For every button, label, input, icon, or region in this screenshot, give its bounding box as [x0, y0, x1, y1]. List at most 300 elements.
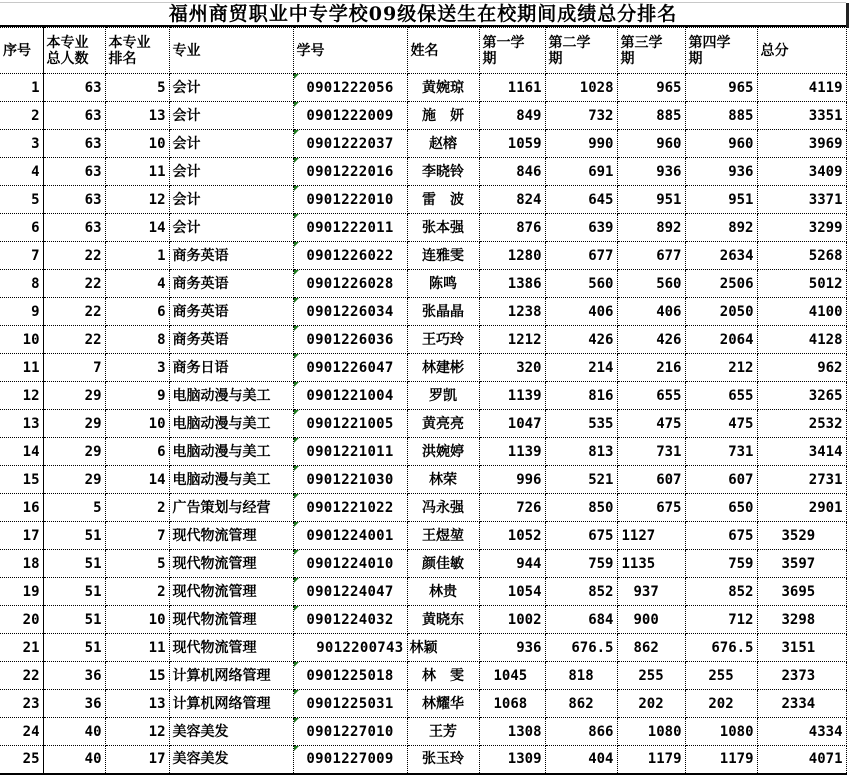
text-number-marker-icon	[294, 746, 299, 751]
cell-name[interactable]: 王芳	[407, 718, 479, 746]
cell-seq[interactable]: 5	[0, 186, 43, 214]
cell-term1[interactable]: 1068	[479, 690, 545, 718]
cell-student-id[interactable]	[293, 522, 407, 550]
cell-term4[interactable]: 731	[685, 438, 757, 466]
cell-seq[interactable]: 6	[0, 214, 43, 242]
cell-major-total[interactable]: 63	[43, 186, 105, 214]
cell-term2[interactable]: 691	[545, 158, 617, 186]
cell-major[interactable]: 商务日语	[169, 354, 293, 382]
cell-term1[interactable]: 1059	[479, 130, 545, 158]
cell-term1[interactable]: 1238	[479, 298, 545, 326]
cell-term3[interactable]: 885	[617, 102, 685, 130]
cell-term2[interactable]: 535	[545, 410, 617, 438]
cell-term1[interactable]: 1002	[479, 606, 545, 634]
cell-major-rank[interactable]: 14	[105, 214, 169, 242]
cell-term4[interactable]: 960	[685, 130, 757, 158]
cell-term4[interactable]: 655	[685, 382, 757, 410]
cell-term3[interactable]: 1179	[617, 746, 685, 774]
cell-major-total[interactable]: 51	[43, 578, 105, 606]
header-term3[interactable]: 第三学 期	[617, 28, 685, 74]
text-number-marker-icon	[294, 438, 299, 443]
header-term2[interactable]: 第二学 期	[545, 28, 617, 74]
cell-total[interactable]: 3409	[757, 158, 846, 186]
cell-student-id[interactable]	[293, 158, 407, 186]
cell-seq[interactable]: 11	[0, 354, 43, 382]
cell-major-total[interactable]: 29	[43, 438, 105, 466]
cell-name[interactable]: 黄晓东	[407, 606, 479, 634]
cell-term1[interactable]: 1139	[479, 382, 545, 410]
cell-term4[interactable]: 951	[685, 186, 757, 214]
header-name[interactable]: 姓名	[407, 28, 479, 74]
cell-major-total[interactable]: 63	[43, 74, 105, 102]
cell-term4[interactable]: 759	[685, 550, 757, 578]
cell-term2[interactable]: 676.5	[545, 634, 617, 662]
student-id-text: 0901221011	[306, 443, 394, 460]
cell-term3[interactable]: 675	[617, 494, 685, 522]
cell-total[interactable]: 3529	[757, 522, 846, 550]
table-row	[0, 270, 846, 298]
cell-major[interactable]: 现代物流管理	[169, 550, 293, 578]
cell-major-total[interactable]: 51	[43, 634, 105, 662]
cell-student-id[interactable]	[293, 270, 407, 298]
cell-term4[interactable]: 607	[685, 466, 757, 494]
cell-name[interactable]: 张本强	[407, 214, 479, 242]
cell-major[interactable]: 现代物流管理	[169, 634, 293, 662]
cell-total[interactable]: 2901	[757, 494, 846, 522]
cell-major-rank[interactable]: 7	[105, 522, 169, 550]
cell-seq[interactable]: 25	[0, 746, 43, 774]
cell-major-total[interactable]: 36	[43, 690, 105, 718]
cell-major-rank[interactable]: 10	[105, 410, 169, 438]
cell-major[interactable]: 电脑动漫与美工	[169, 466, 293, 494]
header-student-id[interactable]: 学号	[293, 28, 407, 74]
cell-seq[interactable]: 12	[0, 382, 43, 410]
cell-student-id[interactable]	[293, 466, 407, 494]
cell-student-id[interactable]	[293, 578, 407, 606]
cell-total[interactable]: 4334	[757, 718, 846, 746]
cell-term2[interactable]: 818	[545, 662, 617, 690]
cell-seq[interactable]: 14	[0, 438, 43, 466]
cell-student-id[interactable]	[293, 438, 407, 466]
cell-major-rank[interactable]: 13	[105, 102, 169, 130]
cell-student-id[interactable]	[293, 130, 407, 158]
cell-term1[interactable]: 1212	[479, 326, 545, 354]
cell-total[interactable]: 3414	[757, 438, 846, 466]
cell-major-rank[interactable]: 12	[105, 186, 169, 214]
cell-term3[interactable]: 862	[617, 634, 685, 662]
cell-term3[interactable]: 255	[617, 662, 685, 690]
cell-term1[interactable]: 824	[479, 186, 545, 214]
cell-name[interactable]: 王巧玲	[407, 326, 479, 354]
cell-term3[interactable]: 560	[617, 270, 685, 298]
cell-student-id[interactable]	[293, 102, 407, 130]
cell-term2[interactable]: 850	[545, 494, 617, 522]
cell-term4[interactable]: 2050	[685, 298, 757, 326]
student-id-text: 0901224001	[306, 527, 394, 544]
cell-term1[interactable]: 849	[479, 102, 545, 130]
cell-student-id[interactable]	[293, 662, 407, 690]
cell-student-id[interactable]	[293, 74, 407, 102]
cell-student-id[interactable]	[293, 382, 407, 410]
cell-major-total[interactable]: 51	[43, 522, 105, 550]
cell-major-rank[interactable]: 14	[105, 466, 169, 494]
cell-seq[interactable]: 8	[0, 270, 43, 298]
cell-term4[interactable]: 852	[685, 578, 757, 606]
cell-major-rank[interactable]: 12	[105, 718, 169, 746]
cell-name[interactable]: 黄婉琼	[407, 74, 479, 102]
cell-major-rank[interactable]: 17	[105, 746, 169, 774]
cell-major[interactable]: 美容美发	[169, 746, 293, 774]
cell-term2[interactable]: 521	[545, 466, 617, 494]
cell-total[interactable]: 3351	[757, 102, 846, 130]
cell-term3[interactable]: 426	[617, 326, 685, 354]
cell-major-rank[interactable]: 3	[105, 354, 169, 382]
cell-total[interactable]: 4100	[757, 298, 846, 326]
cell-major-total[interactable]: 40	[43, 746, 105, 774]
cell-term1[interactable]: 944	[479, 550, 545, 578]
cell-term1[interactable]: 1054	[479, 578, 545, 606]
cell-term1[interactable]: 936	[479, 634, 545, 662]
cell-student-id[interactable]	[293, 186, 407, 214]
cell-term3[interactable]: 677	[617, 242, 685, 270]
cell-student-id[interactable]	[293, 606, 407, 634]
cell-term3[interactable]: 936	[617, 158, 685, 186]
cell-name[interactable]: 雷 波	[407, 186, 479, 214]
cell-seq[interactable]: 18	[0, 550, 43, 578]
cell-total[interactable]: 3151	[757, 634, 846, 662]
cell-term2[interactable]: 677	[545, 242, 617, 270]
cell-student-id[interactable]	[293, 298, 407, 326]
cell-major[interactable]: 会计	[169, 102, 293, 130]
cell-seq[interactable]: 24	[0, 718, 43, 746]
cell-major[interactable]: 美容美发	[169, 718, 293, 746]
student-id-text: 0901225031	[306, 695, 394, 712]
cell-major-rank[interactable]: 11	[105, 158, 169, 186]
cell-term4[interactable]: 965	[685, 74, 757, 102]
cell-term3[interactable]: 900	[617, 606, 685, 634]
header-term1[interactable]: 第一学 期	[479, 28, 545, 74]
cell-term4[interactable]: 936	[685, 158, 757, 186]
cell-major-total[interactable]: 63	[43, 102, 105, 130]
cell-term2[interactable]: 675	[545, 522, 617, 550]
cell-name[interactable]: 林耀华	[407, 690, 479, 718]
cell-major-total[interactable]: 29	[43, 410, 105, 438]
cell-name[interactable]: 张玉玲	[407, 746, 479, 774]
header-term4[interactable]: 第四学 期	[685, 28, 757, 74]
table-row	[0, 410, 846, 438]
cell-term2[interactable]: 866	[545, 718, 617, 746]
text-number-marker-icon	[294, 270, 299, 275]
cell-student-id[interactable]	[293, 214, 407, 242]
cell-term3[interactable]: 607	[617, 466, 685, 494]
cell-seq[interactable]: 1	[0, 74, 43, 102]
cell-name[interactable]: 林颖	[407, 634, 479, 662]
cell-term2[interactable]: 759	[545, 550, 617, 578]
cell-term3[interactable]: 1135	[617, 550, 685, 578]
header-seq[interactable]: 序号	[0, 28, 43, 74]
title-row[interactable]	[0, 2, 846, 27]
cell-term4[interactable]: 475	[685, 410, 757, 438]
cell-student-id[interactable]	[293, 634, 407, 662]
cell-student-id[interactable]	[293, 326, 407, 354]
cell-student-id[interactable]	[293, 718, 407, 746]
cell-total[interactable]: 5012	[757, 270, 846, 298]
cell-seq[interactable]: 22	[0, 662, 43, 690]
cell-total[interactable]: 3695	[757, 578, 846, 606]
cell-term4[interactable]: 650	[685, 494, 757, 522]
cell-seq[interactable]: 2	[0, 102, 43, 130]
cell-name[interactable]: 王煜堃	[407, 522, 479, 550]
cell-major-total[interactable]: 7	[43, 354, 105, 382]
cell-term1[interactable]: 1309	[479, 746, 545, 774]
cell-major-rank[interactable]: 10	[105, 606, 169, 634]
cell-term1[interactable]: 1139	[479, 438, 545, 466]
cell-total[interactable]: 4128	[757, 326, 846, 354]
cell-term3[interactable]: 406	[617, 298, 685, 326]
cell-term3[interactable]: 1127	[617, 522, 685, 550]
cell-term4[interactable]: 676.5	[685, 634, 757, 662]
cell-major-total[interactable]: 63	[43, 130, 105, 158]
cell-term2[interactable]: 684	[545, 606, 617, 634]
cell-term2[interactable]: 732	[545, 102, 617, 130]
cell-name[interactable]: 林贵	[407, 578, 479, 606]
cell-term1[interactable]: 320	[479, 354, 545, 382]
header-total[interactable]: 总分	[757, 28, 846, 74]
cell-term1[interactable]: 1047	[479, 410, 545, 438]
cell-major-total[interactable]: 63	[43, 214, 105, 242]
cell-name[interactable]: 颜佳敏	[407, 550, 479, 578]
cell-name[interactable]: 罗凯	[407, 382, 479, 410]
cell-total[interactable]: 2731	[757, 466, 846, 494]
cell-major[interactable]: 会计	[169, 130, 293, 158]
cell-total[interactable]: 5268	[757, 242, 846, 270]
cell-seq[interactable]: 9	[0, 298, 43, 326]
cell-student-id[interactable]	[293, 242, 407, 270]
cell-major-rank[interactable]: 13	[105, 690, 169, 718]
cell-seq[interactable]: 4	[0, 158, 43, 186]
cell-seq[interactable]: 13	[0, 410, 43, 438]
cell-term2[interactable]: 862	[545, 690, 617, 718]
cell-major[interactable]: 会计	[169, 74, 293, 102]
cell-term3[interactable]: 202	[617, 690, 685, 718]
cell-major[interactable]: 计算机网络管理	[169, 690, 293, 718]
cell-term1[interactable]: 1308	[479, 718, 545, 746]
cell-major-total[interactable]: 5	[43, 494, 105, 522]
cell-seq[interactable]: 19	[0, 578, 43, 606]
cell-term4[interactable]: 675	[685, 522, 757, 550]
cell-term1[interactable]: 996	[479, 466, 545, 494]
cell-major[interactable]: 电脑动漫与美工	[169, 410, 293, 438]
cell-total[interactable]: 4119	[757, 74, 846, 102]
cell-term3[interactable]: 475	[617, 410, 685, 438]
cell-term2[interactable]: 639	[545, 214, 617, 242]
cell-name[interactable]: 林荣	[407, 466, 479, 494]
cell-name[interactable]: 李晓铃	[407, 158, 479, 186]
cell-major-rank[interactable]: 5	[105, 550, 169, 578]
cell-major-total[interactable]: 22	[43, 326, 105, 354]
cell-major[interactable]: 计算机网络管理	[169, 662, 293, 690]
cell-name[interactable]: 林建彬	[407, 354, 479, 382]
cell-major[interactable]: 现代物流管理	[169, 578, 293, 606]
cell-name[interactable]: 冯永强	[407, 494, 479, 522]
cell-seq[interactable]: 21	[0, 634, 43, 662]
cell-term4[interactable]: 2506	[685, 270, 757, 298]
cell-student-id[interactable]	[293, 746, 407, 774]
cell-term4[interactable]: 2064	[685, 326, 757, 354]
cell-term3[interactable]: 960	[617, 130, 685, 158]
cell-term4[interactable]: 212	[685, 354, 757, 382]
cell-major-rank[interactable]: 15	[105, 662, 169, 690]
cell-major-rank[interactable]: 2	[105, 578, 169, 606]
cell-major[interactable]: 商务英语	[169, 270, 293, 298]
cell-term3[interactable]: 655	[617, 382, 685, 410]
cell-name[interactable]: 连雅雯	[407, 242, 479, 270]
cell-total[interactable]: 3299	[757, 214, 846, 242]
cell-major-rank[interactable]: 5	[105, 74, 169, 102]
cell-term4[interactable]: 1179	[685, 746, 757, 774]
cell-major-total[interactable]: 22	[43, 242, 105, 270]
cell-major-rank[interactable]: 2	[105, 494, 169, 522]
cell-term3[interactable]: 731	[617, 438, 685, 466]
cell-seq[interactable]: 23	[0, 690, 43, 718]
table-row	[0, 746, 846, 774]
cell-term4[interactable]: 255	[685, 662, 757, 690]
cell-major-total[interactable]: 51	[43, 550, 105, 578]
cell-major[interactable]: 现代物流管理	[169, 606, 293, 634]
cell-name[interactable]: 林 雯	[407, 662, 479, 690]
cell-seq[interactable]: 17	[0, 522, 43, 550]
cell-major-total[interactable]: 51	[43, 606, 105, 634]
cell-major-rank[interactable]: 9	[105, 382, 169, 410]
cell-total[interactable]: 4071	[757, 746, 846, 774]
cell-term2[interactable]: 852	[545, 578, 617, 606]
cell-total[interactable]: 962	[757, 354, 846, 382]
cell-major[interactable]: 商务英语	[169, 326, 293, 354]
cell-major-rank[interactable]: 8	[105, 326, 169, 354]
cell-major-rank[interactable]: 11	[105, 634, 169, 662]
cell-major-rank[interactable]: 4	[105, 270, 169, 298]
cell-term2[interactable]: 214	[545, 354, 617, 382]
header-major-total[interactable]: 本专业 总人数	[43, 28, 105, 74]
table-row	[0, 382, 846, 410]
cell-major-total[interactable]: 22	[43, 270, 105, 298]
table-row	[0, 718, 846, 746]
cell-term2[interactable]: 404	[545, 746, 617, 774]
cell-term2[interactable]: 426	[545, 326, 617, 354]
cell-term4[interactable]: 1080	[685, 718, 757, 746]
cell-total[interactable]: 3298	[757, 606, 846, 634]
cell-term3[interactable]: 937	[617, 578, 685, 606]
cell-term2[interactable]: 816	[545, 382, 617, 410]
cell-name[interactable]: 赵榕	[407, 130, 479, 158]
cell-seq[interactable]: 10	[0, 326, 43, 354]
cell-name[interactable]: 张晶晶	[407, 298, 479, 326]
cell-term1[interactable]: 726	[479, 494, 545, 522]
cell-term1[interactable]: 1386	[479, 270, 545, 298]
cell-term3[interactable]: 951	[617, 186, 685, 214]
cell-term1[interactable]: 1280	[479, 242, 545, 270]
cell-name[interactable]: 施 妍	[407, 102, 479, 130]
cell-major-rank[interactable]: 6	[105, 298, 169, 326]
cell-major[interactable]: 电脑动漫与美工	[169, 382, 293, 410]
cell-term1[interactable]: 1052	[479, 522, 545, 550]
cell-term3[interactable]: 1080	[617, 718, 685, 746]
cell-major-total[interactable]: 36	[43, 662, 105, 690]
cell-major[interactable]: 广告策划与经营	[169, 494, 293, 522]
cell-term2[interactable]: 1028	[545, 74, 617, 102]
cell-total[interactable]: 3969	[757, 130, 846, 158]
cell-term4[interactable]: 885	[685, 102, 757, 130]
cell-major-total[interactable]: 63	[43, 158, 105, 186]
cell-total[interactable]: 2532	[757, 410, 846, 438]
cell-total[interactable]: 3371	[757, 186, 846, 214]
cell-major[interactable]: 商务英语	[169, 298, 293, 326]
cell-term3[interactable]: 965	[617, 74, 685, 102]
header-major[interactable]: 专业	[169, 28, 293, 74]
cell-total[interactable]: 2373	[757, 662, 846, 690]
cell-student-id[interactable]	[293, 354, 407, 382]
cell-total[interactable]: 3597	[757, 550, 846, 578]
cell-major-total[interactable]: 22	[43, 298, 105, 326]
cell-name[interactable]: 陈鸣	[407, 270, 479, 298]
cell-name[interactable]: 黄亮亮	[407, 410, 479, 438]
cell-major[interactable]: 现代物流管理	[169, 522, 293, 550]
cell-term2[interactable]: 645	[545, 186, 617, 214]
cell-student-id[interactable]	[293, 550, 407, 578]
cell-major-rank[interactable]: 10	[105, 130, 169, 158]
cell-term4[interactable]: 2634	[685, 242, 757, 270]
cell-student-id[interactable]	[293, 690, 407, 718]
cell-term1[interactable]: 1045	[479, 662, 545, 690]
cell-major-total[interactable]: 29	[43, 382, 105, 410]
cell-seq[interactable]: 3	[0, 130, 43, 158]
cell-student-id[interactable]	[293, 494, 407, 522]
cell-student-id[interactable]	[293, 410, 407, 438]
header-major-rank[interactable]: 本专业 排名	[105, 28, 169, 74]
cell-term2[interactable]: 560	[545, 270, 617, 298]
cell-major[interactable]: 会计	[169, 158, 293, 186]
cell-name[interactable]: 洪婉婷	[407, 438, 479, 466]
cell-seq[interactable]: 7	[0, 242, 43, 270]
cell-term2[interactable]: 406	[545, 298, 617, 326]
cell-term3[interactable]: 892	[617, 214, 685, 242]
cell-major-total[interactable]: 40	[43, 718, 105, 746]
cell-term4[interactable]: 712	[685, 606, 757, 634]
cell-term2[interactable]: 990	[545, 130, 617, 158]
cell-seq[interactable]: 20	[0, 606, 43, 634]
cell-total[interactable]: 2334	[757, 690, 846, 718]
cell-total[interactable]: 3265	[757, 382, 846, 410]
student-id-text: 0901226036	[306, 331, 394, 348]
student-id-text: 0901225018	[306, 667, 394, 684]
cell-term4[interactable]: 892	[685, 214, 757, 242]
cell-term3[interactable]: 216	[617, 354, 685, 382]
cell-major[interactable]: 会计	[169, 186, 293, 214]
cell-major-total[interactable]: 29	[43, 466, 105, 494]
cell-term1[interactable]: 1161	[479, 74, 545, 102]
cell-seq[interactable]: 15	[0, 466, 43, 494]
cell-major[interactable]: 会计	[169, 214, 293, 242]
cell-term4[interactable]: 202	[685, 690, 757, 718]
cell-major[interactable]: 商务英语	[169, 242, 293, 270]
cell-term1[interactable]: 846	[479, 158, 545, 186]
cell-seq[interactable]: 16	[0, 494, 43, 522]
cell-major[interactable]: 电脑动漫与美工	[169, 438, 293, 466]
cell-term2[interactable]: 813	[545, 438, 617, 466]
cell-term1[interactable]: 876	[479, 214, 545, 242]
cell-major-rank[interactable]: 1	[105, 242, 169, 270]
cell-major-rank[interactable]: 6	[105, 438, 169, 466]
